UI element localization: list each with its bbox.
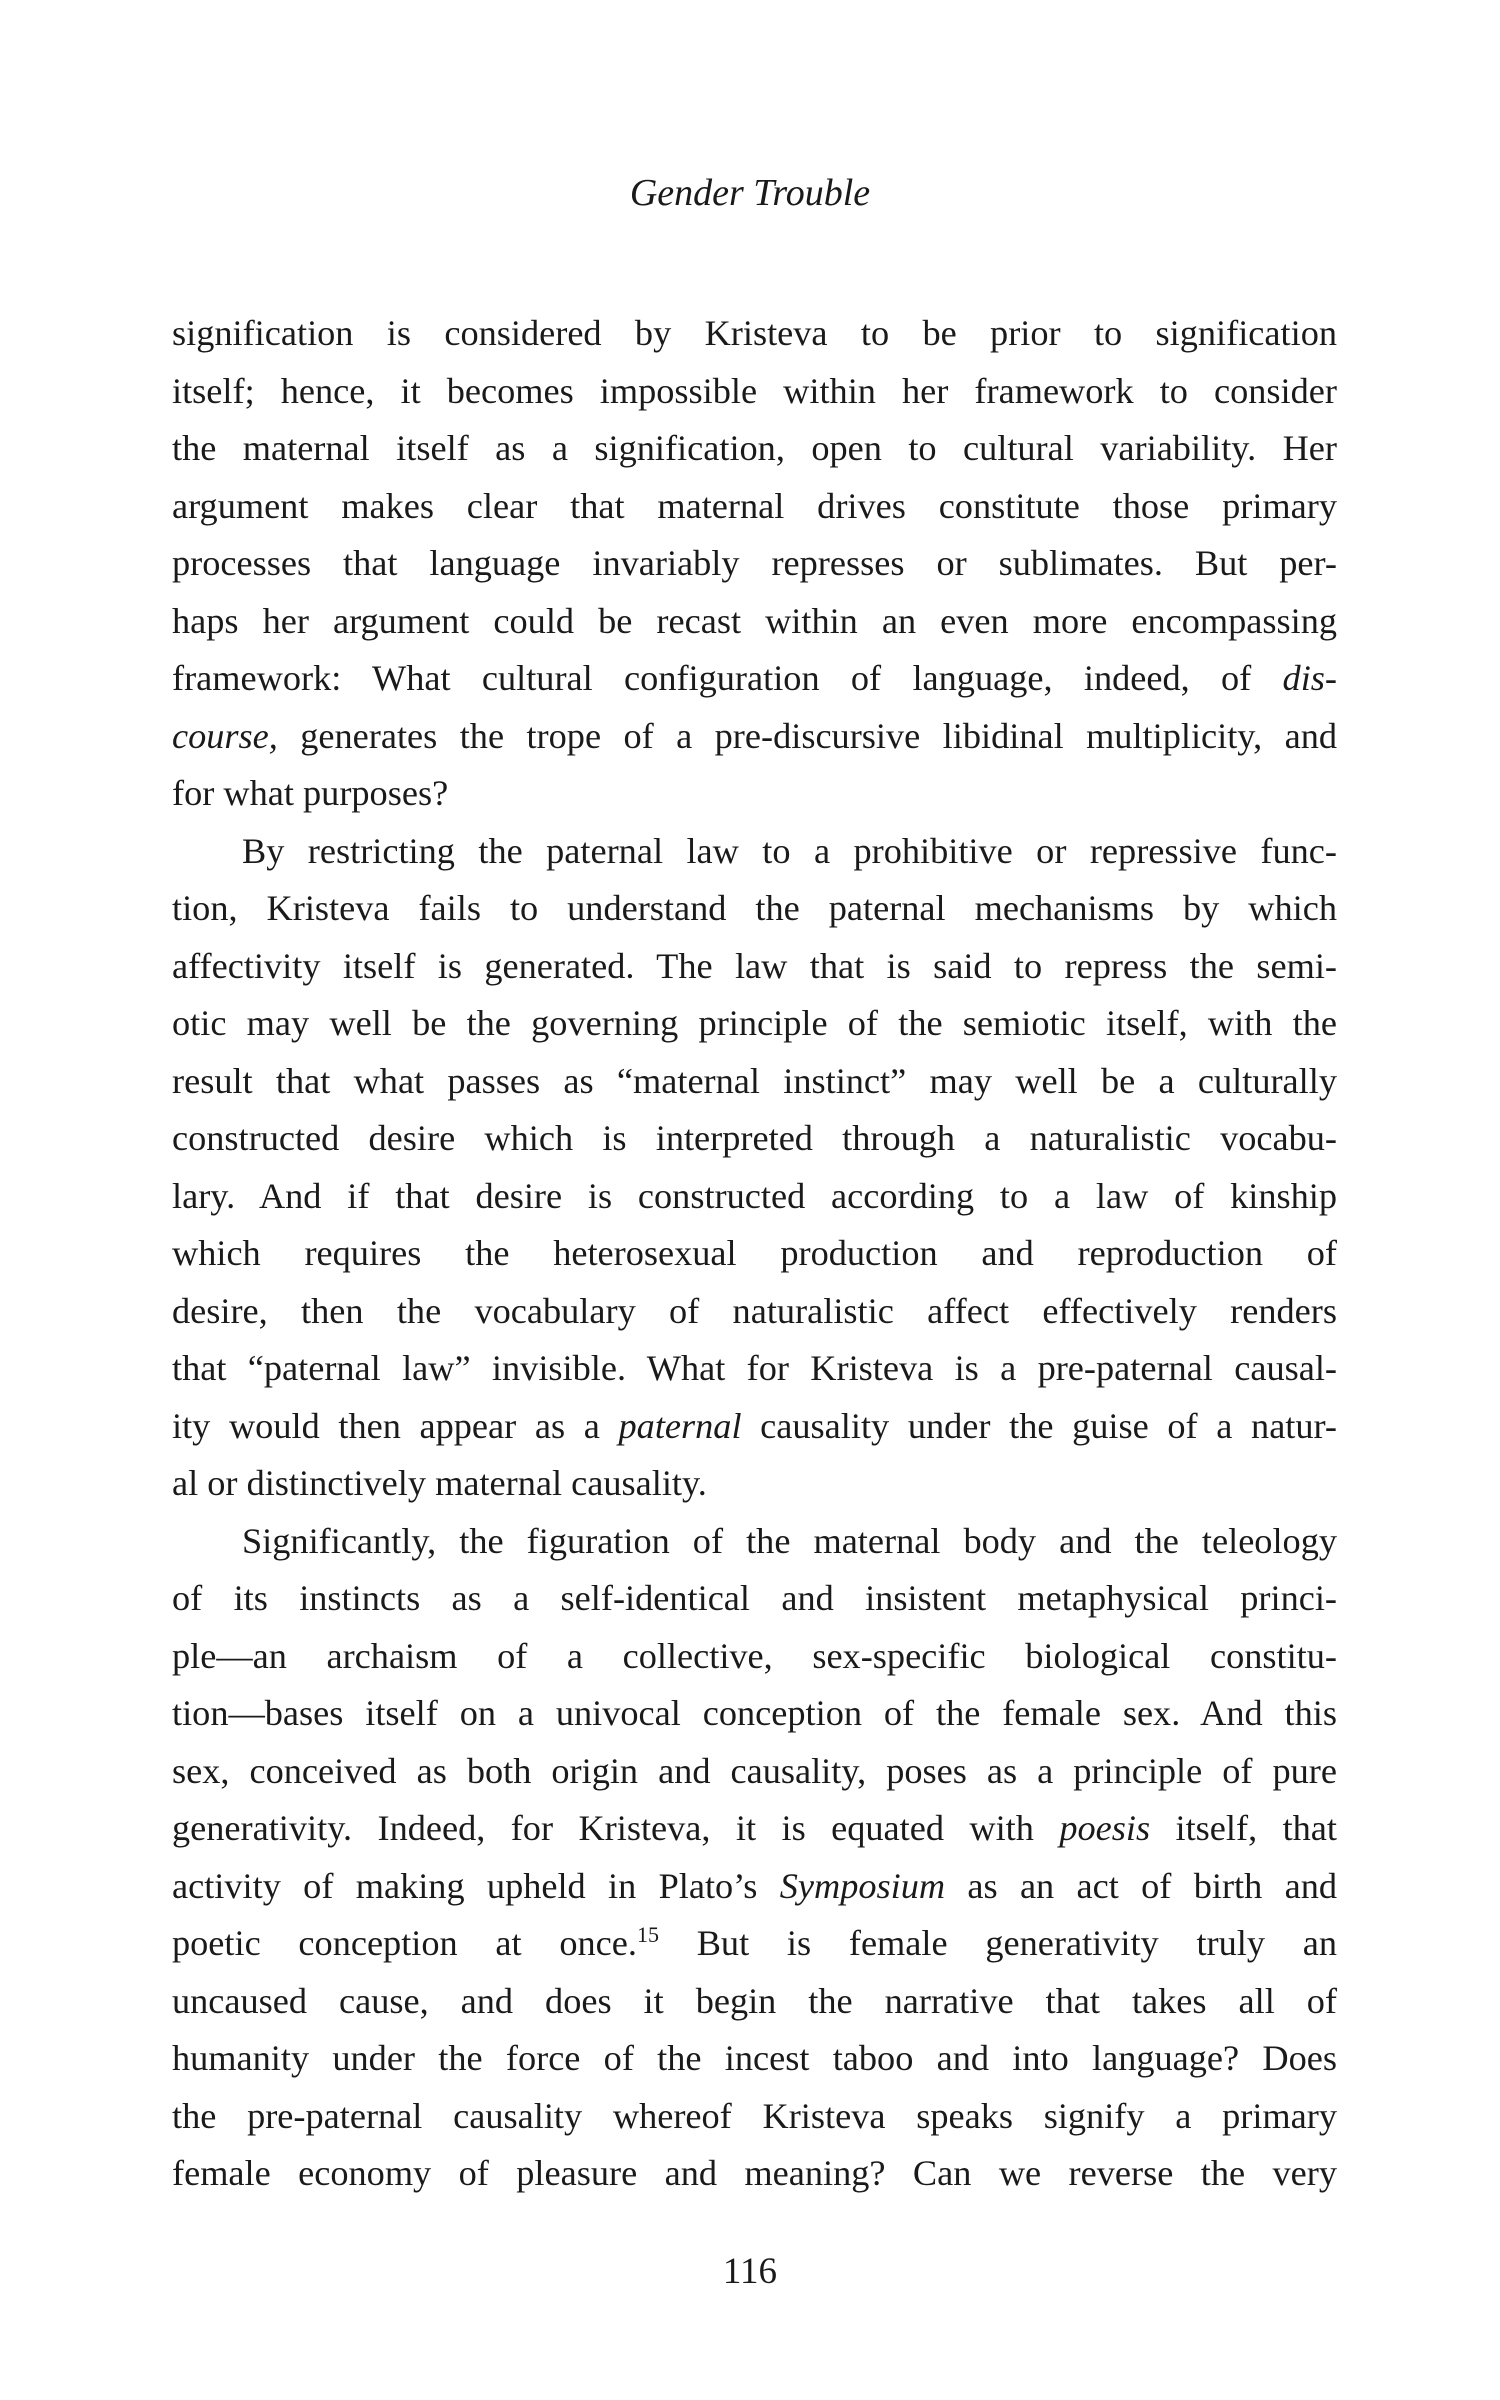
italic-text: paternal — [618, 1405, 742, 1446]
text-line: result that what passes as “maternal instinct” may well be a culturally — [172, 1060, 1337, 1101]
text-segment: poetic conception at once. — [172, 1923, 637, 1963]
text-line — [172, 1915, 1337, 1973]
text-segment: generativity. Indeed, for Kristeva, it is equated with — [172, 1808, 1060, 1848]
text-line — [172, 1800, 1337, 1858]
text-line: the maternal itself as a signification, open to cultural variability. Her — [172, 428, 1337, 468]
text-line: tion—bases itself on a univocal conception of the female sex. And this — [172, 1693, 1337, 1733]
text-segment: But is female generativity truly an — [658, 1923, 1338, 1963]
text-line: al or distinctively maternal causality. — [172, 1463, 707, 1503]
paragraph-2 — [172, 823, 1337, 1513]
text-line: lary. And if that desire is constructed according to a law of kinship — [172, 1175, 1337, 1216]
text-line: for what purposes? — [172, 773, 449, 813]
text-line: argument makes clear that maternal drives constitute those primary — [172, 485, 1337, 526]
text-line: haps her argument could be recast within an even more encompassing — [172, 600, 1337, 641]
text-line: which requires the heterosexual production and reproduction of — [172, 1233, 1337, 1273]
text-line: constructed desire which is interpreted through a naturalistic vocabu- — [172, 1118, 1337, 1158]
text-line: of its instincts as a self-identical and insistent metaphysical princi- — [172, 1578, 1337, 1618]
text-line: signification is considered by Kristeva to be prior to signification — [172, 313, 1337, 353]
text-line: Significantly, the figuration of the maternal body and the teleology — [242, 1520, 1337, 1561]
text-line: ple—an archaism of a collective, sex-specific biological constitu- — [172, 1635, 1337, 1676]
text-line — [172, 1398, 1337, 1456]
footnote-reference[interactable]: 15 — [636, 1921, 659, 1947]
text-line: uncaused cause, and does it begin the narrative that takes all of — [172, 1980, 1337, 2021]
italic-text: Symposium — [779, 1865, 946, 1906]
text-line: processes that language invariably represses or sublimates. But per- — [172, 543, 1337, 583]
text-line — [172, 1858, 1337, 1916]
paragraph-3 — [172, 1513, 1337, 2203]
text-segment: causality under the guise of a natur- — [741, 1405, 1337, 1446]
text-line: sex, conceived as both origin and causality, poses as a principle of pure — [172, 1750, 1337, 1791]
text-line: female economy of pleasure and meaning? Can we reverse the very — [172, 2153, 1337, 2193]
text-segment: generates the trope of a pre-discursive libidinal multiplicity, and — [277, 715, 1337, 756]
italic-text: poesis — [1059, 1808, 1151, 1848]
text-line: that “paternal law” invisible. What for Kristeva is a pre-paternal causal- — [172, 1348, 1337, 1388]
text-segment: ity would then appear as a — [172, 1405, 619, 1446]
text-line: the pre-paternal causality whereof Kristeva speaks signify a primary — [172, 2095, 1337, 2136]
italic-text: dis- — [1282, 658, 1337, 698]
text-line: otic may well be the governing principle of the semiotic itself, with the — [172, 1003, 1337, 1043]
text-line — [172, 650, 1337, 708]
text-segment: as an act of birth and — [945, 1865, 1337, 1906]
text-line — [172, 708, 1337, 766]
text-line: desire, then the vocabulary of naturalistic affect effectively renders — [172, 1290, 1337, 1331]
text-segment: activity of making upheld in Plato’s — [172, 1865, 780, 1906]
text-line: itself; hence, it becomes impossible within her framework to consider — [172, 370, 1337, 411]
italic-text: course, — [172, 715, 278, 756]
text-segment: itself, that — [1150, 1808, 1337, 1848]
paragraph-1 — [172, 305, 1337, 823]
page-number: 116 — [722, 2251, 778, 2292]
text-line: tion, Kristeva fails to understand the paternal mechanisms by which — [172, 888, 1337, 928]
text-line: By restricting the paternal law to a prohibitive or repressive func- — [242, 830, 1337, 871]
text-segment: framework: What cultural configuration of language, indeed, of — [172, 658, 1283, 698]
text-line: humanity under the force of the incest taboo and into language? Does — [172, 2038, 1337, 2078]
body-text — [172, 305, 1337, 2203]
running-head: Gender Trouble — [629, 172, 871, 214]
text-line: affectivity itself is generated. The law that is said to repress the semi- — [172, 945, 1337, 986]
